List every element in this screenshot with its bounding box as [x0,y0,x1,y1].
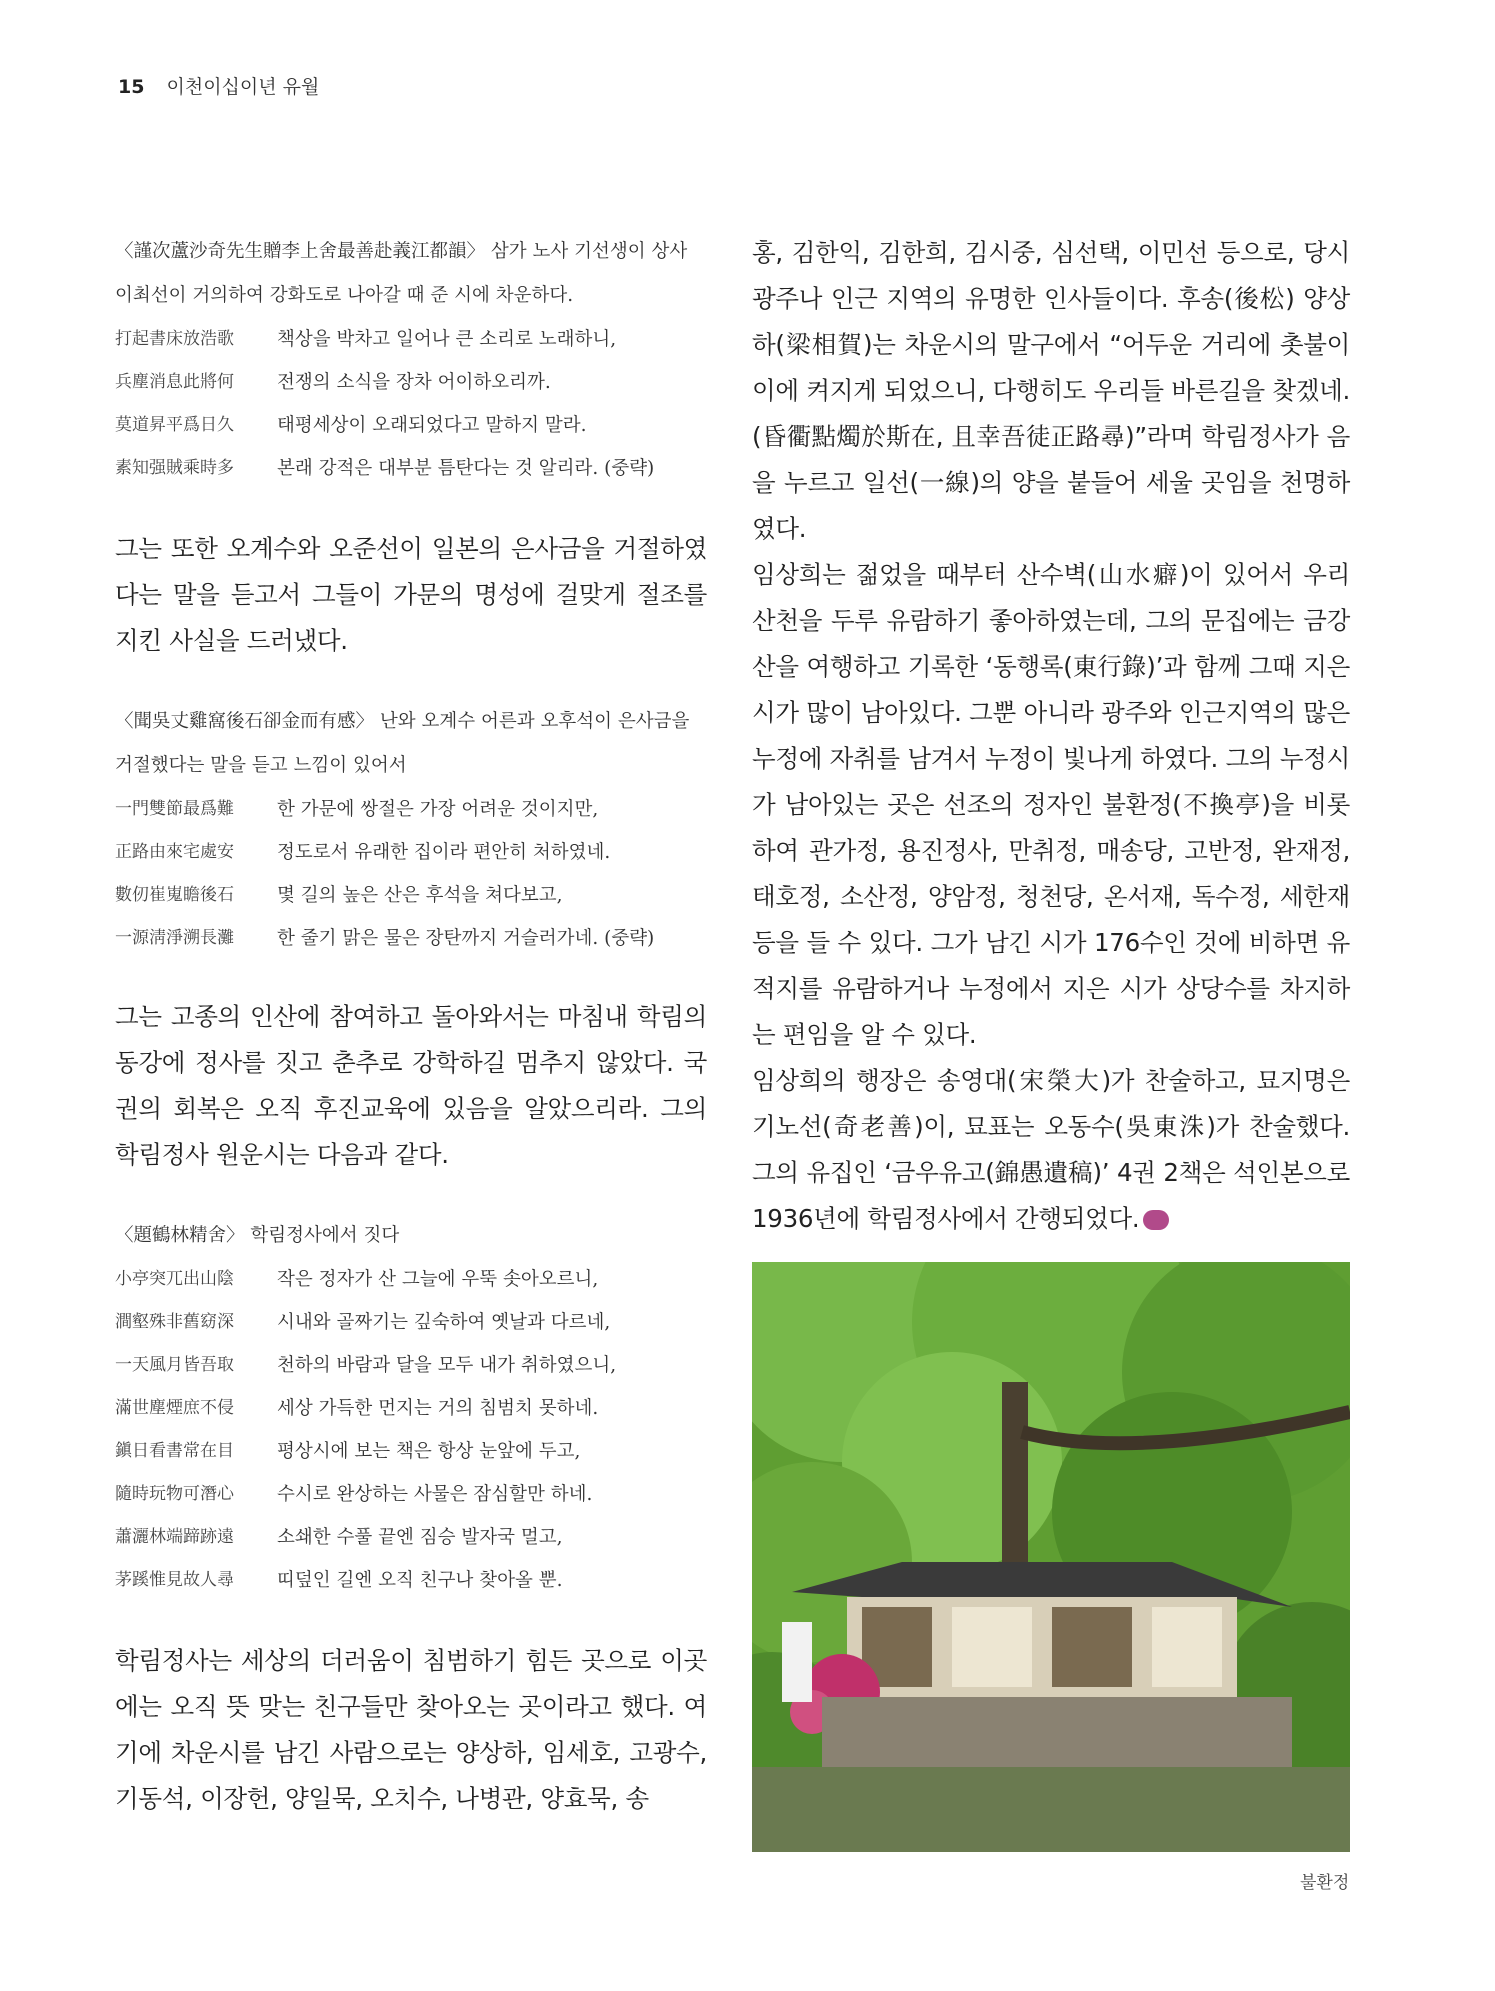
poem-line-korean: 책상을 박차고 일어나 큰 소리로 노래하니, [277,329,617,350]
poem-line-korean: 시내와 골짜기는 깊숙하여 옛날과 다르네, [277,1312,611,1333]
poem-line-hanja: 小亭突兀出山陰 [115,1269,234,1289]
poem-line-hanja: 打起書床放浩歌 [115,329,234,349]
poem-line [115,1430,707,1473]
poem-line-korean: 한 가문에 쌍절은 가장 어려운 것이지만, [277,799,599,820]
poem-line-hanja: 滿世塵煙庶不侵 [115,1398,234,1418]
poem-line [115,1258,707,1301]
poem-line-korean: 띠덮인 길엔 오직 친구나 찾아올 뿐. [277,1570,563,1591]
poem2-lines [115,788,707,960]
body-paragraph: 그는 고종의 인산에 참여하고 돌아와서는 마침내 학림의 동강에 정사를 짓고 춘추로 강학하길 멈추지 않았다. 국권의 회복은 오직 후진교육에 있음을 알았으리라. 그의 학림정사 원운시는 다음과 같다. [115,1002,707,1169]
body-paragraph: 홍, 김한익, 김한희, 김시중, 심선택, 이민선 등으로, 당시 광주나 인근 지역의 유명한 인사들이다. 후송(後松) 양상하(梁相賀)는 차운시의 말구에서 “어두운 거리에 촛불이 이에 켜지게 되었으니, 다행히도 우리들 바른길을 찾겠네.(昏衢點燭於斯在, 且幸吾徒正路尋)”라며 학림정사가 음을 누르고 일선(一線)의 양을 붙들어 세울 곳임을 천명하였다. [752,238,1350,543]
poem-line-korean: 세상 가득한 먼지는 거의 침범치 못하네. [277,1398,599,1419]
poem-line-hanja: 數仞崔嵬瞻後石 [115,885,234,905]
poem-line-hanja: 蕭灑林端蹄跡遠 [115,1527,234,1547]
poem-line [115,1387,707,1430]
poem-line-korean: 수시로 완상하는 사물은 잠심할만 하네. [277,1484,593,1505]
poem-line-korean: 태평세상이 오래되었다고 말하지 말라. [277,415,587,436]
poem-line [115,917,707,960]
issue-title: 이천이십이년 유월 [166,76,320,98]
poem-line [115,361,707,404]
poem-line [115,1301,707,1344]
poem-line-hanja: 莫道昇平爲日久 [115,415,234,435]
poem-line-hanja: 澗壑殊非舊窈深 [115,1312,234,1332]
article-end-icon [1143,1210,1169,1230]
body-paragraph: 임상희는 젊었을 때부터 산수벽(山水癖)이 있어서 우리 산천을 두루 유람하기 좋아하였는데, 그의 문집에는 금강산을 여행하고 기록한 ‘동행록(東行錄)’과 함께 그때 지은 시가 많이 남아있다. 그뿐 아니라 광주와 인근지역의 많은 누정에 자취를 남겨서 누정이 빛나게 하였다. 그의 누정시가 남아있는 곳은 선조의 정자인 불환정(不換亭)을 비롯하여 관가정, 용진정사, 만취정, 매송당, 고반정, 완재정, 태호정, 소산정, 양암정, 청천당, 온서재, 독수정, 세한재 등을 들 수 있다. 그가 남긴 시가 176수인 것에 비하면 유적지를 유람하거나 누정에서 지은 시가 상당수를 차지하는 편임을 알 수 있다. [752,560,1350,1049]
poem-line-hanja: 隨時玩物可潛心 [115,1484,234,1504]
page-header [118,72,319,99]
poem-line-hanja: 一源淸淨溯長灘 [115,928,234,948]
poem-line-hanja: 一門雙節最爲難 [115,799,234,819]
body-text: 임상희의 행장은 송영대(宋榮大)가 찬술하고, 묘지명은 기노선(奇老善)이, 묘표는 오동수(吳東洙)가 찬술했다. 그의 유집인 ‘금우유고(錦愚遺稿)’ 4권 2책은 석인본으로 1936년에 학림정사에서 간행되었다. [752,1066,1350,1233]
poem-line-korean: 천하의 바람과 달을 모두 내가 취하였으니, [277,1355,617,1376]
poem-line [115,788,707,831]
poem-line [115,404,707,447]
poem-line [115,1516,707,1559]
body-paragraph: 학림정사는 세상의 더러움이 침범하기 힘든 곳으로 이곳에는 오직 뜻 맞는 친구들만 찾아오는 곳이라고 했다. 여기에 차운시를 남긴 사람으로는 양상하, 임세호, 고광수, 기동석, 이장헌, 양일묵, 오치수, 나병관, 양효묵, 송 [115,1646,707,1813]
poem-line-korean: 본래 강적은 대부분 틈탄다는 것 알리라. (중략) [277,458,655,479]
poem-line [115,831,707,874]
pavilion-illustration [752,1262,1350,1852]
poem1-lines [115,318,707,490]
poem-line [115,874,707,917]
poem-line-korean: 소쇄한 수풀 끝엔 짐승 발자국 멀고, [277,1527,563,1548]
page-number: 15 [118,76,145,98]
body-paragraph-last [752,1058,1350,1242]
poem3-lines [115,1258,707,1602]
poem-line-korean: 몇 길의 높은 산은 후석을 쳐다보고, [277,885,563,906]
body-paragraph: 그는 또한 오계수와 오준선이 일본의 은사금을 거절하였다는 말을 듣고서 그들이 가문의 명성에 걸맞게 절조를 지킨 사실을 드러냈다. [115,534,707,655]
left-column [115,230,707,1822]
poem-line [115,318,707,361]
poem3-title: 〈題鶴林精舍〉 학림정사에서 짓다 [115,1225,400,1246]
poem-line-hanja: 正路由來宅處安 [115,842,234,862]
poem-line-korean: 작은 정자가 산 그늘에 우뚝 솟아오르니, [277,1269,599,1290]
poem-line-hanja: 茅蹊惟見故人尋 [115,1570,234,1590]
poem-line-hanja: 素知强賊乘時多 [115,458,234,478]
pavilion-photo [752,1262,1350,1852]
poem-line [115,1559,707,1602]
photo-caption: 불환정 [1300,1873,1350,1893]
poem-line-korean: 한 줄기 맑은 물은 장탄까지 거슬러가네. (중략) [277,928,655,949]
poem-line-hanja: 一天風月皆吾取 [115,1355,234,1375]
right-column [752,230,1350,1242]
poem-line [115,1473,707,1516]
poem-line-korean: 정도로서 유래한 집이라 편안히 처하였네. [277,842,611,863]
poem-line-korean: 평상시에 보는 책은 항상 눈앞에 두고, [277,1441,581,1462]
poem-line [115,447,707,490]
poem-line-hanja: 兵塵消息此將何 [115,372,234,392]
poem1-title: 〈謹次蘆沙奇先生贈李上舍最善赴義江都韻〉 삼가 노사 기선생이 상사 이최선이 거의하여 강화도로 나아갈 때 준 시에 차운하다. [115,241,688,306]
poem-line-korean: 전쟁의 소식을 장차 어이하오리까. [277,372,551,393]
poem2-title: 〈聞吳丈雞窩後石卻金而有感〉 난와 오계수 어른과 오후석이 은사금을 거절했다는 말을 듣고 느낌이 있어서 [115,711,690,776]
poem-line [115,1344,707,1387]
poem-line-hanja: 鎭日看書常在目 [115,1441,234,1461]
